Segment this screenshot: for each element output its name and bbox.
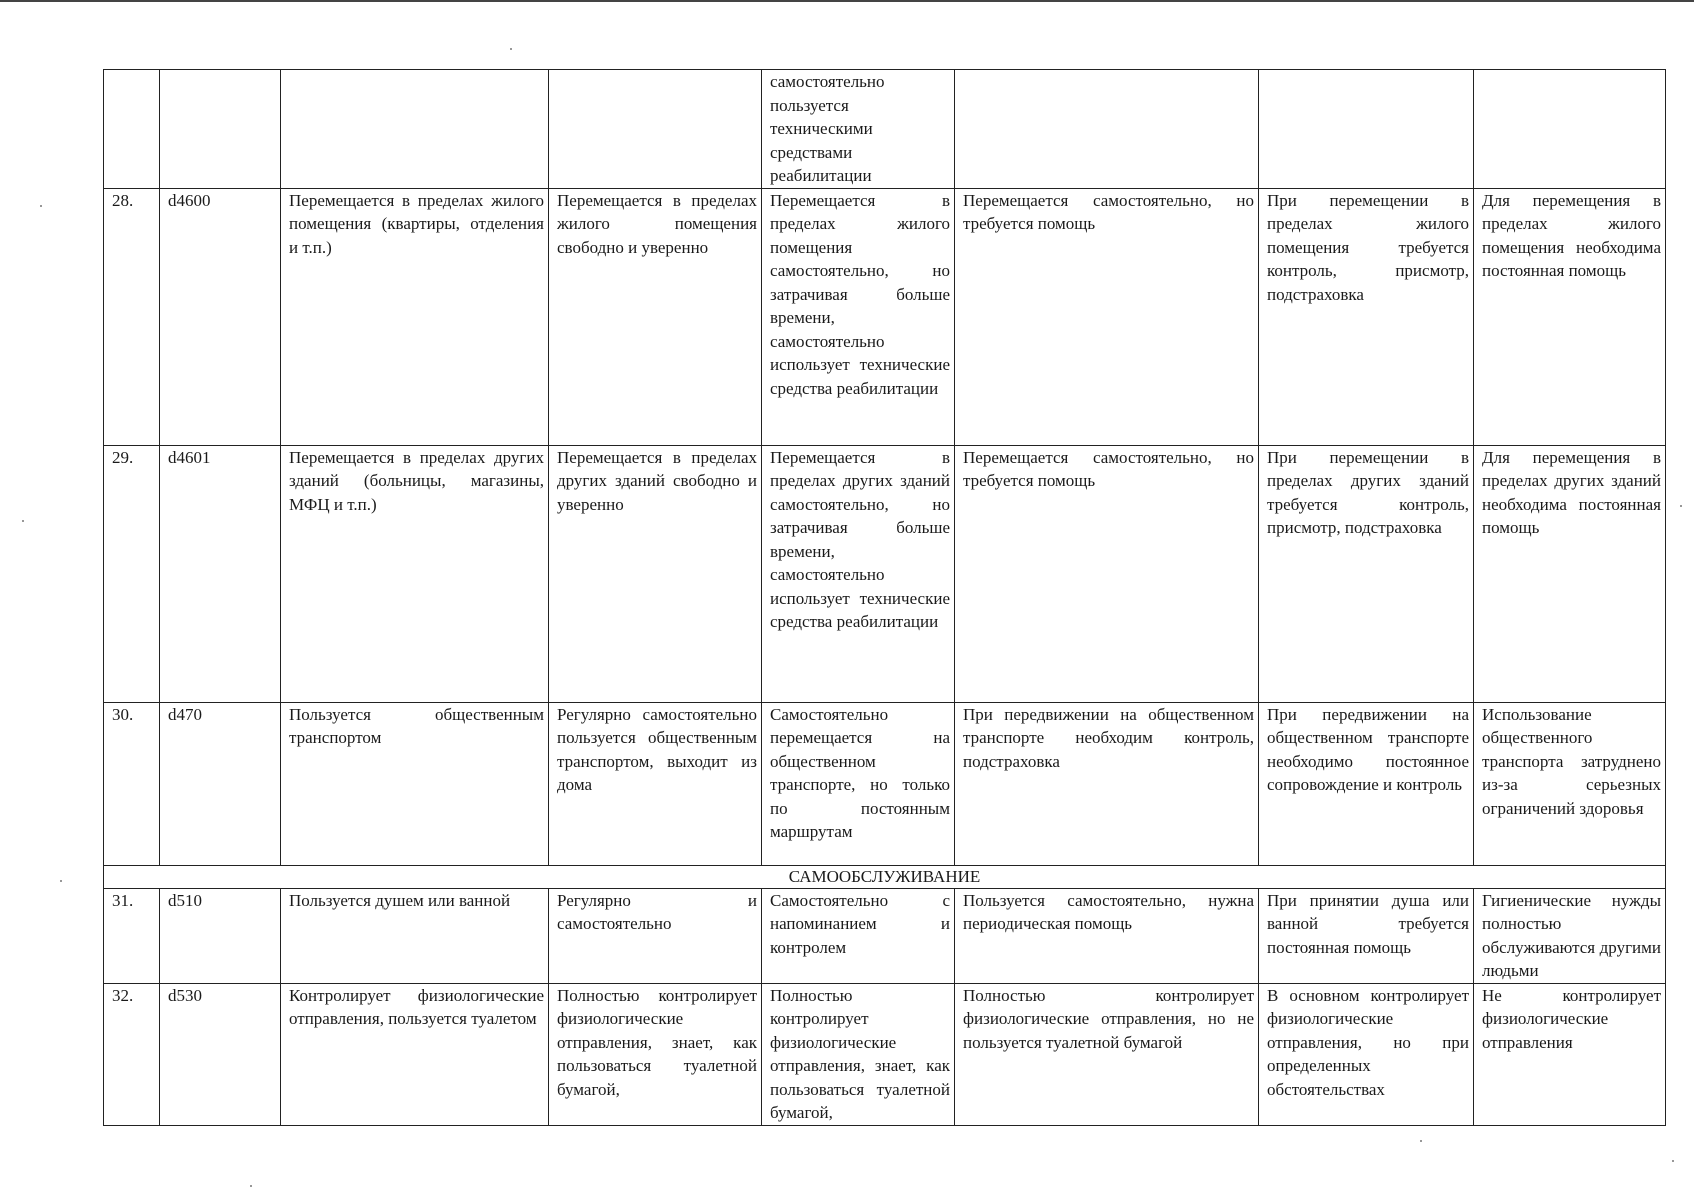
activity-description [281,70,549,189]
level-1-description: Перемещается в пределах других зданий самостоятельно, но затрачивая больше времени, самостоятельно использует технические средства реабилитации [762,445,955,702]
level-4-description: Гигиенические нужды полностью обслуживаются другими людьми [1474,888,1666,983]
level-3-description: При передвижении на общественном транспорте необходимо постоянное сопровождение и контроль [1259,702,1474,865]
section-header-row [104,865,1666,888]
level-0-description: Перемещается в пределах жилого помещения свободно и уверенно [549,188,762,445]
scan-noise [1420,1140,1422,1142]
scan-noise [40,205,42,207]
icf-code [160,70,281,189]
level-3-description: При перемещении в пределах других зданий требуется контроль, присмотр, подстраховка [1259,445,1474,702]
activity-description: Перемещается в пределах жилого помещения (квартиры, отделения и т.п.) [281,188,549,445]
icf-code: d4600 [160,188,281,445]
scan-noise [510,48,512,50]
level-3-description: При перемещении в пределах жилого помещения требуется контроль, присмотр, подстраховка [1259,188,1474,445]
table-row [104,70,1666,189]
table-row [104,445,1666,702]
level-1-description: Полностью контролирует физиологические отправления, знает, как пользоваться туалетной бумагой, [762,983,955,1125]
scan-noise [1672,1160,1674,1162]
scan-noise [60,880,62,882]
scan-noise [250,1185,252,1187]
level-4-description: Использование общественного транспорта затруднено из-за серьезных ограничений здоровья [1474,702,1666,865]
icf-code: d530 [160,983,281,1125]
icf-code: d4601 [160,445,281,702]
table-row [104,188,1666,445]
table-row [104,702,1666,865]
activity-description: Контролирует физиологические отправления, пользуется туалетом [281,983,549,1125]
icf-code: d510 [160,888,281,983]
level-2-description: Полностью контролирует физиологические отправления, но не пользуется туалетной бумагой [955,983,1259,1125]
section-title: САМООБСЛУЖИВАНИЕ [104,865,1666,888]
scan-noise [1680,505,1682,507]
table-row [104,983,1666,1125]
activity-description: Перемещается в пределах других зданий (больницы, магазины, МФЦ и т.п.) [281,445,549,702]
icf-code: d470 [160,702,281,865]
level-4-description: Не контролирует физиологические отправления [1474,983,1666,1125]
level-4-description [1474,70,1666,189]
row-number: 29. [104,445,160,702]
level-2-description: Пользуется самостоятельно, нужна периодическая помощь [955,888,1259,983]
scan-noise [22,520,24,522]
row-number: 30. [104,702,160,865]
level-2-description: Перемещается самостоятельно, но требуется помощь [955,188,1259,445]
row-number: 32. [104,983,160,1125]
level-2-description [955,70,1259,189]
level-1-description: самостоятельно пользуется техническими средствами реабилитации [762,70,955,189]
row-number: 31. [104,888,160,983]
level-0-description: Полностью контролирует физиологические отправления, знает, как пользоваться туалетной бумагой, [549,983,762,1125]
level-3-description: При принятии душа или ванной требуется постоянная помощь [1259,888,1474,983]
row-number: 28. [104,188,160,445]
table-row [104,888,1666,983]
level-0-description [549,70,762,189]
level-2-description: При передвижении на общественном транспорте необходим контроль, подстраховка [955,702,1259,865]
level-2-description: Перемещается самостоятельно, но требуется помощь [955,445,1259,702]
row-number [104,70,160,189]
level-4-description: Для перемещения в пределах других зданий необходима постоянная помощь [1474,445,1666,702]
assessment-table [103,69,1666,1126]
activity-description: Пользуется душем или ванной [281,888,549,983]
level-0-description: Регулярно самостоятельно пользуется общественным транспортом, выходит из дома [549,702,762,865]
level-4-description: Для перемещения в пределах жилого помещения необходима постоянная помощь [1474,188,1666,445]
scan-top-edge [0,0,1694,2]
level-0-description: Регулярно и самостоятельно [549,888,762,983]
level-0-description: Перемещается в пределах других зданий свободно и уверенно [549,445,762,702]
level-1-description: Самостоятельно с напоминанием и контролем [762,888,955,983]
activity-description: Пользуется общественным транспортом [281,702,549,865]
level-1-description: Самостоятельно перемещается на общественном транспорте, но только по постоянным маршрутам [762,702,955,865]
level-3-description: В основном контролирует физиологические отправления, но при определенных обстоятельствах [1259,983,1474,1125]
level-1-description: Перемещается в пределах жилого помещения самостоятельно, но затрачивая больше времени, самостоятельно использует технические средства реабилитации [762,188,955,445]
level-3-description [1259,70,1474,189]
